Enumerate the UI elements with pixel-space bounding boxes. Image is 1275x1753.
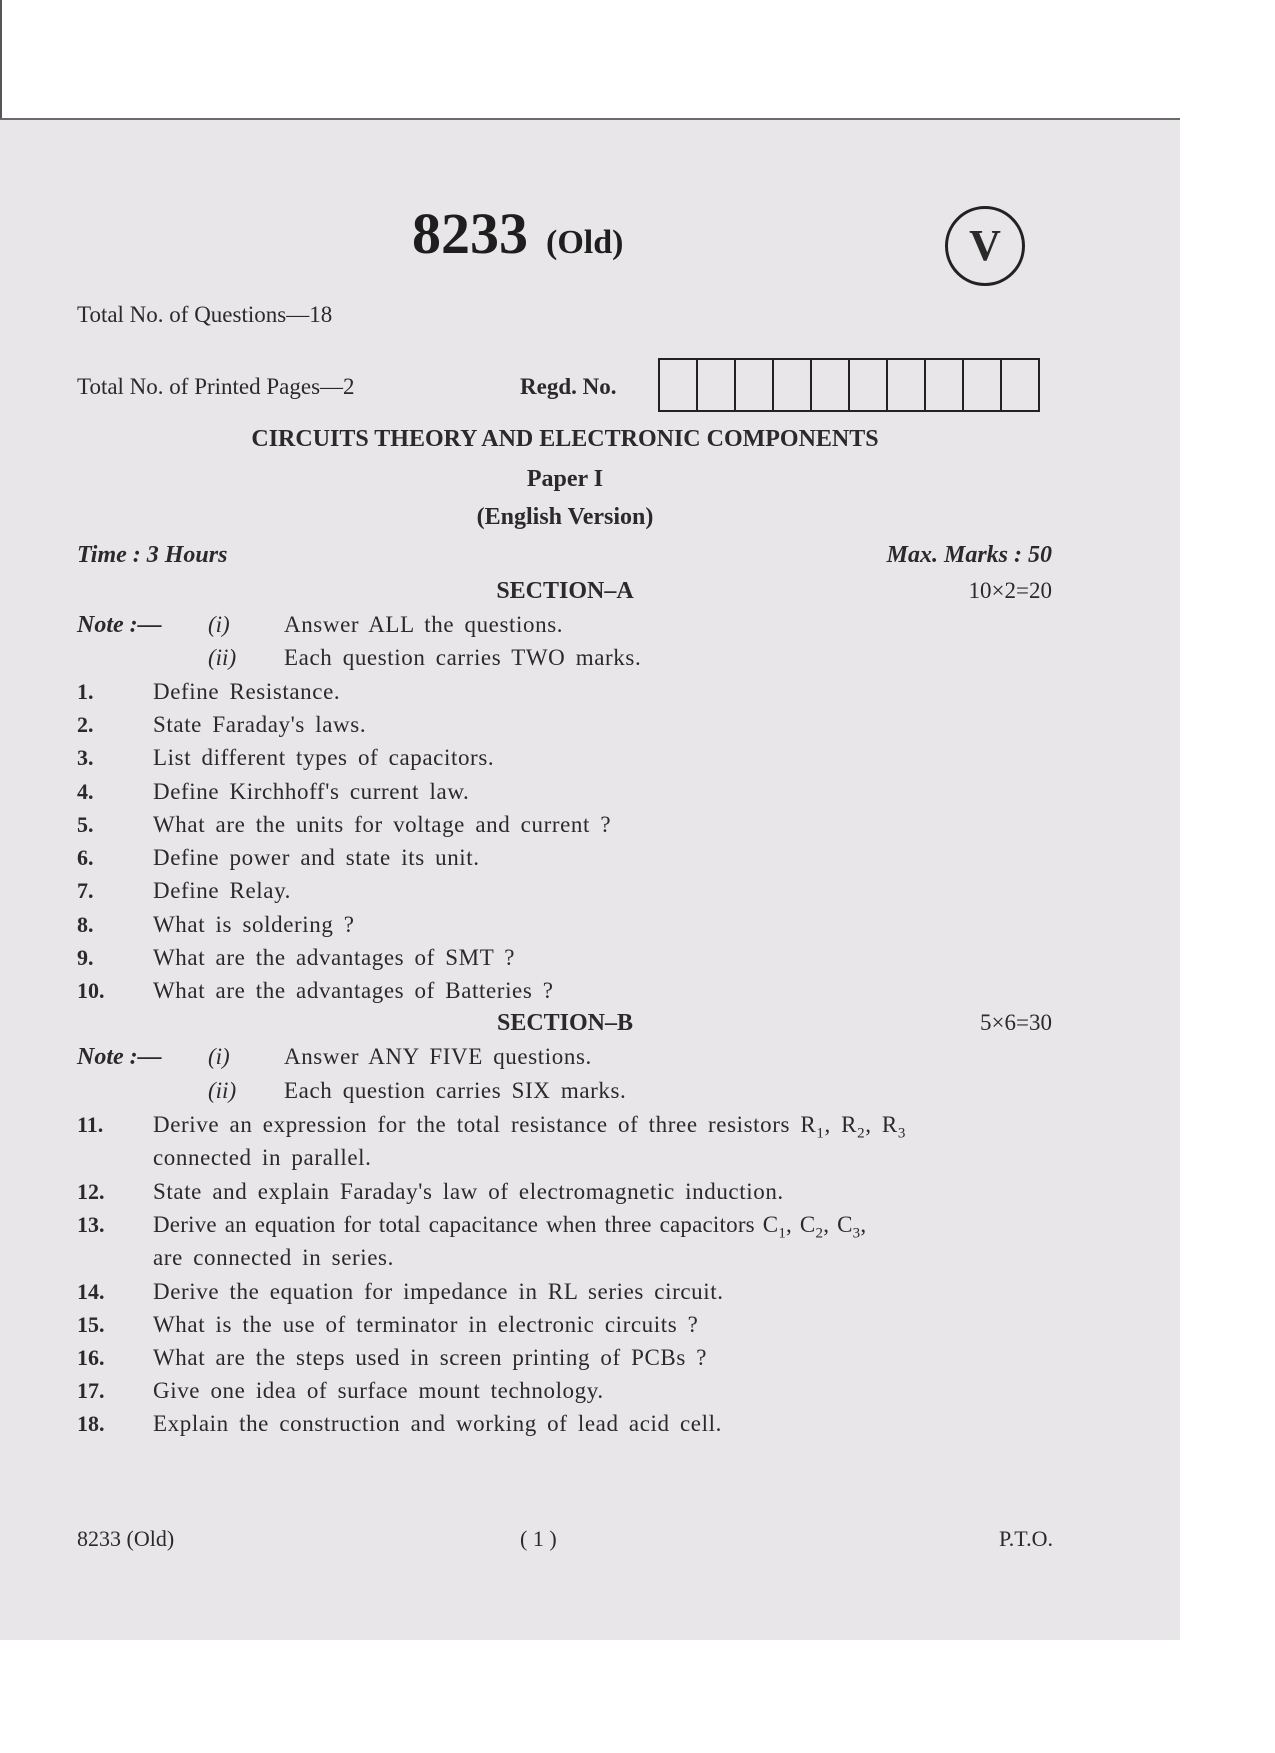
question-number: 6. <box>77 845 94 870</box>
question-text: List different types of capacitors. <box>153 745 495 770</box>
regd-box[interactable] <box>850 360 888 410</box>
question-number: 16. <box>77 1345 105 1370</box>
max-marks: Max. Marks : 50 <box>886 542 1052 568</box>
question-text: Define Kirchhoff's current law. <box>153 779 470 804</box>
question-text: Define Resistance. <box>153 679 341 704</box>
note-roman: (i) <box>208 612 230 637</box>
page-number: ( 1 ) <box>520 1526 557 1551</box>
regd-box[interactable] <box>926 360 964 410</box>
regd-box[interactable] <box>1002 360 1038 410</box>
paper-code <box>412 200 623 267</box>
question-text: Derive the equation for impedance in RL series circuit. <box>153 1279 724 1304</box>
version-label: (English Version) <box>476 504 654 530</box>
section-a-heading: SECTION–A <box>496 578 634 604</box>
question-number: 8. <box>77 912 94 937</box>
question-text: What are the units for voltage and current ? <box>153 812 612 837</box>
footer-code: 8233 (Old) <box>77 1526 175 1551</box>
section-a-marks: 10×2=20 <box>968 578 1052 603</box>
question-number: 2. <box>77 712 94 737</box>
note-text: Answer ANY FIVE questions. <box>284 1044 592 1069</box>
paper-code-suffix: (Old) <box>546 224 624 261</box>
regd-box[interactable] <box>888 360 926 410</box>
question-text: What is soldering ? <box>153 912 355 937</box>
subject-title: CIRCUITS THEORY AND ELECTRONIC COMPONENTS <box>251 426 879 452</box>
question-number: 14. <box>77 1279 105 1304</box>
paper-number: Paper I <box>526 466 604 492</box>
question-number: 17. <box>77 1378 105 1403</box>
regd-box[interactable] <box>736 360 774 410</box>
note-roman: (ii) <box>208 1078 237 1103</box>
question-number: 12. <box>77 1179 105 1204</box>
question-text: Derive an expression for the total resistance of three resistors $R_1$, $R_2$, $R_3$ <box>153 1112 906 1142</box>
total-questions: Total No. of Questions—18 <box>77 302 333 327</box>
question-number: 10. <box>77 978 105 1003</box>
section-a-note-label: Note :— <box>77 612 162 638</box>
question-number: 7. <box>77 878 94 903</box>
note-text: Each question carries SIX marks. <box>284 1078 627 1103</box>
question-text: Define power and state its unit. <box>153 845 480 870</box>
regd-box[interactable] <box>812 360 850 410</box>
paper-code-number: 8233 <box>412 201 528 266</box>
question-text-continued: connected in parallel. <box>153 1145 372 1170</box>
pto-label: P.T.O. <box>999 1526 1053 1551</box>
question-text: What is the use of terminator in electronic circuits ? <box>153 1312 699 1337</box>
regd-box[interactable] <box>964 360 1002 410</box>
section-b-heading: SECTION–B <box>496 1010 634 1036</box>
question-number: 15. <box>77 1312 105 1337</box>
question-number: 9. <box>77 945 94 970</box>
regd-number-boxes[interactable] <box>658 358 1040 412</box>
question-number: 18. <box>77 1411 105 1436</box>
question-text: Explain the construction and working of lead acid cell. <box>153 1411 722 1436</box>
regd-label: Regd. No. <box>520 374 617 399</box>
question-number: 1. <box>77 679 94 704</box>
regd-box[interactable] <box>774 360 812 410</box>
section-b-note-label: Note :— <box>77 1044 162 1070</box>
question-text: What are the advantages of Batteries ? <box>153 978 554 1003</box>
regd-box[interactable] <box>698 360 736 410</box>
note-roman: (ii) <box>208 645 237 670</box>
question-text: What are the advantages of SMT ? <box>153 945 516 970</box>
question-text: What are the steps used in screen printing of PCBs ? <box>153 1345 708 1370</box>
question-text: State and explain Faraday's law of electromagnetic induction. <box>153 1179 784 1204</box>
question-number: 3. <box>77 745 94 770</box>
question-text: Derive an equation for total capacitance when three capacitors $C_1$, $C_2$, $C_3$, <box>153 1212 867 1242</box>
question-number: 4. <box>77 779 94 804</box>
note-text: Each question carries TWO marks. <box>284 645 642 670</box>
note-text: Answer ALL the questions. <box>284 612 564 637</box>
regd-box[interactable] <box>660 360 698 410</box>
question-text: Define Relay. <box>153 878 292 903</box>
question-text: Give one idea of surface mount technology. <box>153 1378 604 1403</box>
question-number: 5. <box>77 812 94 837</box>
question-number: 13. <box>77 1212 105 1237</box>
time-allowed: Time : 3 Hours <box>77 542 228 568</box>
question-text: State Faraday's laws. <box>153 712 367 737</box>
section-b-marks: 5×6=30 <box>980 1010 1052 1035</box>
scan-edge-line <box>0 0 2 120</box>
total-pages: Total No. of Printed Pages—2 <box>77 374 355 399</box>
question-text-continued: are connected in series. <box>153 1245 394 1270</box>
version-mark: V <box>945 206 1025 286</box>
question-number: 11. <box>77 1112 104 1137</box>
note-roman: (i) <box>208 1044 230 1069</box>
